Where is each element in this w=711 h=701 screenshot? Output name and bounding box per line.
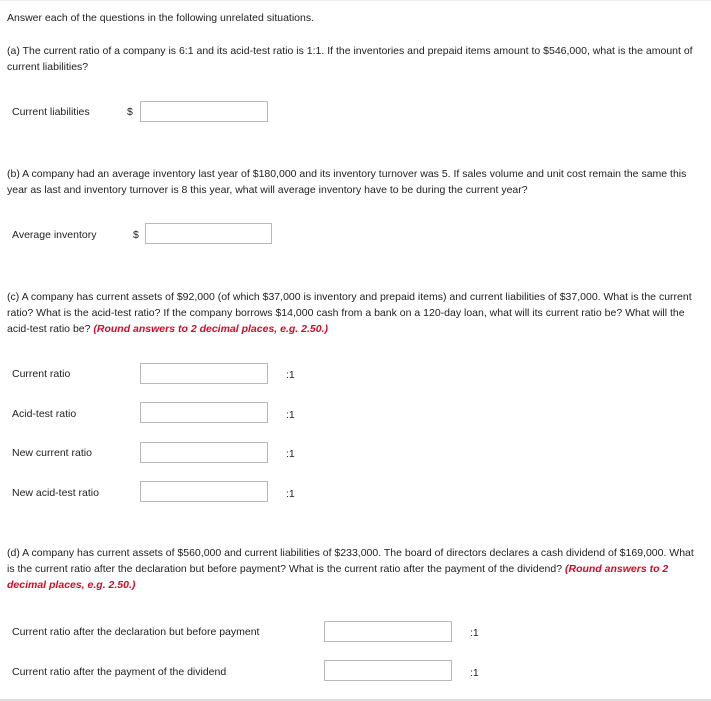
acid-test-ratio-label: Acid-test ratio (12, 408, 77, 420)
ratio-unit: :1 (286, 488, 295, 500)
new-acid-test-ratio-label: New acid-test ratio (12, 487, 99, 499)
new-current-ratio-label: New current ratio (12, 447, 92, 459)
question-d-body: (d) A company has current assets of $560,000 and current liabilities of $233,000. The board of directors declares a cash dividend of $169,000. What is the current ratio after the declaration but before payment? What is the current ratio after the payment of the dividend? (7, 547, 694, 575)
ratio-after-payment-label: Current ratio after the payment of the dividend (12, 666, 227, 678)
current-liabilities-label: Current liabilities (12, 106, 90, 118)
ratio-unit: :1 (286, 448, 295, 460)
ratio-after-declaration-input[interactable] (324, 621, 452, 642)
new-acid-test-ratio-input[interactable] (140, 481, 268, 502)
question-a-text: (a) The current ratio of a company is 6:1 and its acid-test ratio is 1:1. If the inventories and prepaid items amount to $546,000, what is the amount of current liabilities? (7, 45, 693, 73)
instructions-text: Answer each of the questions in the following unrelated situations. (7, 12, 315, 24)
current-ratio-input[interactable] (140, 363, 268, 384)
ratio-unit: :1 (286, 409, 295, 421)
ratio-unit: :1 (470, 667, 479, 679)
rounding-note: (Round answers to 2 decimal places, e.g. 2.50.) (93, 323, 328, 335)
average-inventory-input[interactable] (145, 223, 272, 244)
ratio-unit: :1 (286, 369, 295, 381)
question-c-body: (c) A company has current assets of $92,000 (of which $37,000 is inventory and prepaid items) and current liabilities of $37,000. What is the current ratio? What is the acid-test ratio? If the company borrows $14,000 cash from a bank on a 120-day loan, what will its current ratio be? What will the acid-test ratio be? (7, 291, 692, 335)
rounding-note: (Round answers to 2 decimal places, e.g. 2.50.) (7, 563, 669, 591)
top-divider (0, 0, 711, 1)
average-inventory-label: Average inventory (12, 229, 97, 241)
current-ratio-label: Current ratio (12, 368, 71, 380)
question-d-text (7, 545, 703, 593)
current-liabilities-input[interactable] (140, 101, 268, 122)
acid-test-ratio-input[interactable] (140, 402, 268, 423)
currency-symbol: $ (127, 106, 133, 118)
new-current-ratio-input[interactable] (140, 442, 268, 463)
question-b-text: (b) A company had an average inventory last year of $180,000 and its inventory turnover was 5. If sales volume and unit cost remain the same this year as last and inventory turnover is 8 this year, what will average inventory have to be during the current year? (7, 168, 687, 196)
currency-symbol: $ (133, 229, 139, 241)
ratio-unit: :1 (470, 627, 479, 639)
ratio-after-declaration-label: Current ratio after the declaration but before payment (12, 626, 260, 638)
question-c-text (7, 289, 703, 337)
ratio-after-payment-input[interactable] (324, 660, 452, 681)
